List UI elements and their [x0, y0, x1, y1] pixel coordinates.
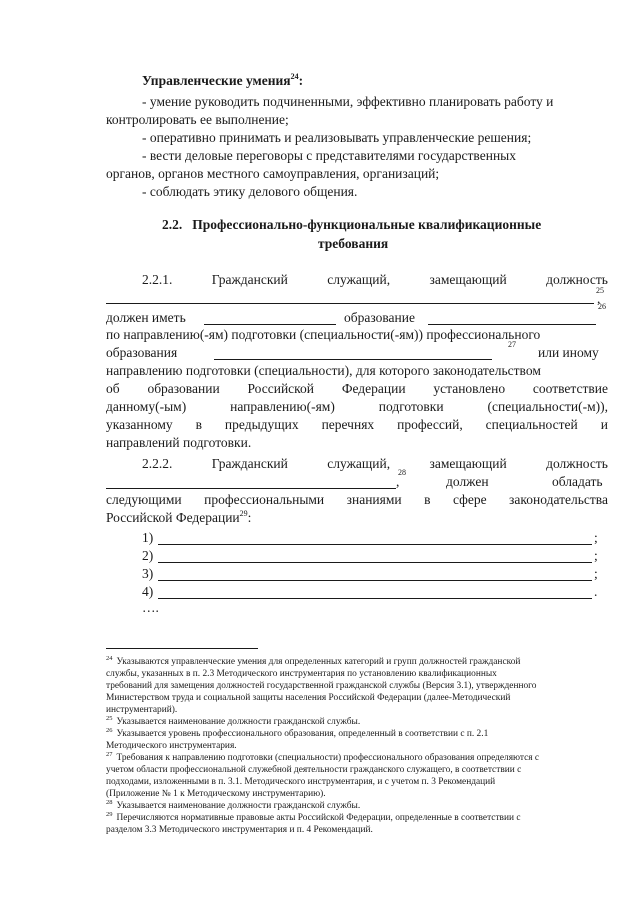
footnote-28-number: 28 — [106, 799, 113, 806]
p222-word: должность — [546, 456, 608, 471]
footnote-27-line-2: учетом области профессиональной служебной деятельности гражданского служащего, в соответствии с — [106, 765, 522, 775]
p222-word: профессиональными — [204, 492, 325, 507]
list-item-end: ; — [594, 548, 598, 563]
p222-word: знаниями — [346, 492, 402, 507]
list-item-end: ; — [594, 530, 598, 545]
p221-must-have: должен иметь — [106, 310, 186, 325]
footnote-24-line-4: Министерством труда и социальной защиты населения Российской Федерации (далее-Методический — [106, 693, 511, 703]
training-direction-blank — [214, 359, 492, 360]
footnote-29-text: Перечисляются нормативные правовые акты Российской Федерации, определенные в соответствии с — [116, 813, 521, 823]
p221-line-6: направлению подготовки (специальности), для которого законодательством — [106, 363, 541, 378]
p222-line-4 — [106, 510, 251, 528]
list-item-number: 1) — [142, 530, 154, 545]
list-item-blank — [158, 544, 592, 545]
mgmt-skills-title — [142, 73, 303, 91]
p221-line-8 — [106, 399, 608, 415]
p222-line-1 — [142, 456, 608, 472]
list-item-end: ; — [594, 566, 598, 581]
footnote-29-line-2: разделом 3.3 Методического инструментария и п. 4 Рекомендаций. — [106, 825, 373, 835]
footnote-24-line-2: службы, указанных в п. 2.3 Методического инструментария по установлению квалификационных — [106, 669, 497, 679]
footnote-ref-24: 24 — [290, 72, 299, 81]
mgmt-skill-line-2: контролировать ее выполнение; — [106, 112, 289, 127]
p222-word: сфере — [452, 492, 487, 507]
p221-word: (специальности(-м)), — [487, 399, 608, 414]
list-continuation-dots: …. — [142, 600, 159, 615]
p221-line-7 — [106, 381, 608, 397]
section-heading-line-1 — [162, 217, 541, 233]
position-blank-28 — [106, 488, 396, 489]
footnote-ref-27: 27 — [508, 340, 516, 349]
p221-education-label: образования — [106, 345, 178, 360]
footnote-28-text: Указывается наименование должности гражданской службы. — [116, 801, 361, 811]
footnote-24-text: Указываются управленческие умения для определенных категорий и групп должностей гражданской — [116, 657, 521, 667]
p221-line-1 — [142, 272, 608, 288]
section-number: 2.2. — [162, 217, 183, 232]
p222-must: должен — [446, 474, 489, 489]
footnote-ref-25: 25 — [596, 286, 604, 295]
p221-comma: , — [597, 291, 601, 306]
footnote-28 — [106, 801, 609, 813]
footnote-29-number: 29 — [106, 811, 113, 818]
mgmt-skills-title-text: Управленческие умения — [142, 73, 291, 88]
mgmt-skill-line-6: - соблюдать этику делового общения. — [142, 184, 358, 199]
p222-line-3 — [106, 492, 608, 508]
p221-word: образовании — [147, 381, 220, 396]
list-item-number: 3) — [142, 566, 154, 581]
p221-word: служащий, — [327, 272, 391, 287]
list-item-blank — [158, 580, 592, 581]
p221-line-4: по направлению(-ям) подготовки (специальности(-ям)) профессионального — [106, 327, 541, 342]
p221-word: предыдущих — [224, 417, 299, 432]
list-item-number: 4) — [142, 584, 154, 599]
footnote-ref-28: 28 — [398, 468, 406, 477]
p221-word: подготовки — [378, 399, 444, 414]
footnote-27-number: 27 — [106, 751, 113, 758]
footnote-24-number: 24 — [106, 655, 113, 662]
list-item-number: 2) — [142, 548, 154, 563]
p221-line-10: направлений подготовки. — [106, 435, 252, 450]
footnote-27-line-4: (Приложение № 1 к Методическому инструментарию). — [106, 789, 326, 799]
list-item-blank — [158, 562, 592, 563]
footnote-ref-29: 29 — [239, 509, 248, 518]
mgmt-skills-colon: : — [298, 73, 304, 88]
p221-word: соответствие — [532, 381, 608, 396]
footnote-27-line-3: подходами, изложенными в п. 3.1. Методического инструментария, и с учетом п. 3 Рекомендаций — [106, 777, 496, 787]
p222-word: в — [424, 492, 431, 507]
mgmt-skill-line-4: - вести деловые переговоры с представителями государственных — [142, 148, 516, 163]
p222-number: 2.2.2. — [142, 456, 173, 471]
p222-colon: : — [247, 510, 252, 525]
footnote-25-text: Указывается наименование должности гражданской службы. — [116, 717, 361, 727]
p221-word: данному(-ым) — [106, 399, 187, 414]
p222-word: следующими — [106, 492, 182, 507]
p221-word: перечнях — [321, 417, 375, 432]
section-heading-line-2: требования — [318, 236, 389, 251]
footnote-26-number: 26 — [106, 727, 113, 734]
p222-comma: , — [396, 474, 400, 489]
footnote-26-line-1 — [106, 729, 609, 741]
p221-or-other: или иному — [538, 345, 599, 360]
footnote-separator — [106, 648, 258, 649]
footnote-25-number: 25 — [106, 715, 113, 722]
p222-rf-text: Российской Федерации — [106, 510, 240, 525]
p222-possess: обладать — [552, 474, 603, 489]
p221-word: Гражданский — [211, 272, 288, 287]
education-level-blank — [204, 324, 336, 325]
p222-word: служащий, — [327, 456, 391, 471]
p221-word: указанному — [106, 417, 173, 432]
mgmt-skill-line-3: - оперативно принимать и реализовывать управленческие решения; — [142, 130, 532, 145]
footnote-24-line-1 — [106, 657, 609, 669]
footnote-ref-26: 26 — [598, 302, 606, 311]
p222-word: Гражданский — [211, 456, 288, 471]
list-item-blank — [158, 598, 592, 599]
footnote-26-line-2: Методического инструментария. — [106, 741, 237, 751]
p222-word: законодательства — [509, 492, 608, 507]
p221-education-word: образование — [344, 310, 415, 325]
p221-word: специальностей — [485, 417, 578, 432]
position-blank-25 — [106, 303, 594, 304]
footnote-25 — [106, 717, 609, 729]
p221-word: и — [600, 417, 608, 432]
p221-word: должность — [546, 272, 608, 287]
section-title-part-1: Профессионально-функциональные квалификационные — [192, 217, 542, 232]
p221-word: установлено — [433, 381, 506, 396]
p221-word: в — [195, 417, 202, 432]
p221-word: замещающий — [429, 272, 507, 287]
mgmt-skill-line-5: органов, органов местного самоуправления, организаций; — [106, 166, 440, 181]
education-field-blank — [428, 324, 596, 325]
footnote-27-text: Требования к направлению подготовки (специальности) профессионального образования определяются с — [116, 753, 540, 763]
p222-word: замещающий — [429, 456, 507, 471]
p221-word: об — [106, 381, 120, 396]
p221-number: 2.2.1. — [142, 272, 173, 287]
p221-word: профессий, — [397, 417, 463, 432]
mgmt-skill-line-1: - умение руководить подчиненными, эффективно планировать работу и — [142, 94, 554, 109]
p221-word: направлению(-ям) — [230, 399, 335, 414]
footnote-24-line-5: инструментарий). — [106, 705, 178, 715]
footnote-24-line-3: требований для замещения должностей государственной гражданской службы (Версия 3.1), утвержденного — [106, 681, 537, 691]
footnote-26-text: Указывается уровень профессионального образования, определенный в соответствии с п. 2.1 — [116, 729, 489, 739]
footnote-27-line-1 — [106, 753, 609, 765]
p221-line-9 — [106, 417, 608, 433]
footnote-29-line-1 — [106, 813, 609, 825]
p221-word: Федерации — [341, 381, 406, 396]
p221-word: Российской — [247, 381, 315, 396]
list-item-end: . — [594, 584, 598, 599]
